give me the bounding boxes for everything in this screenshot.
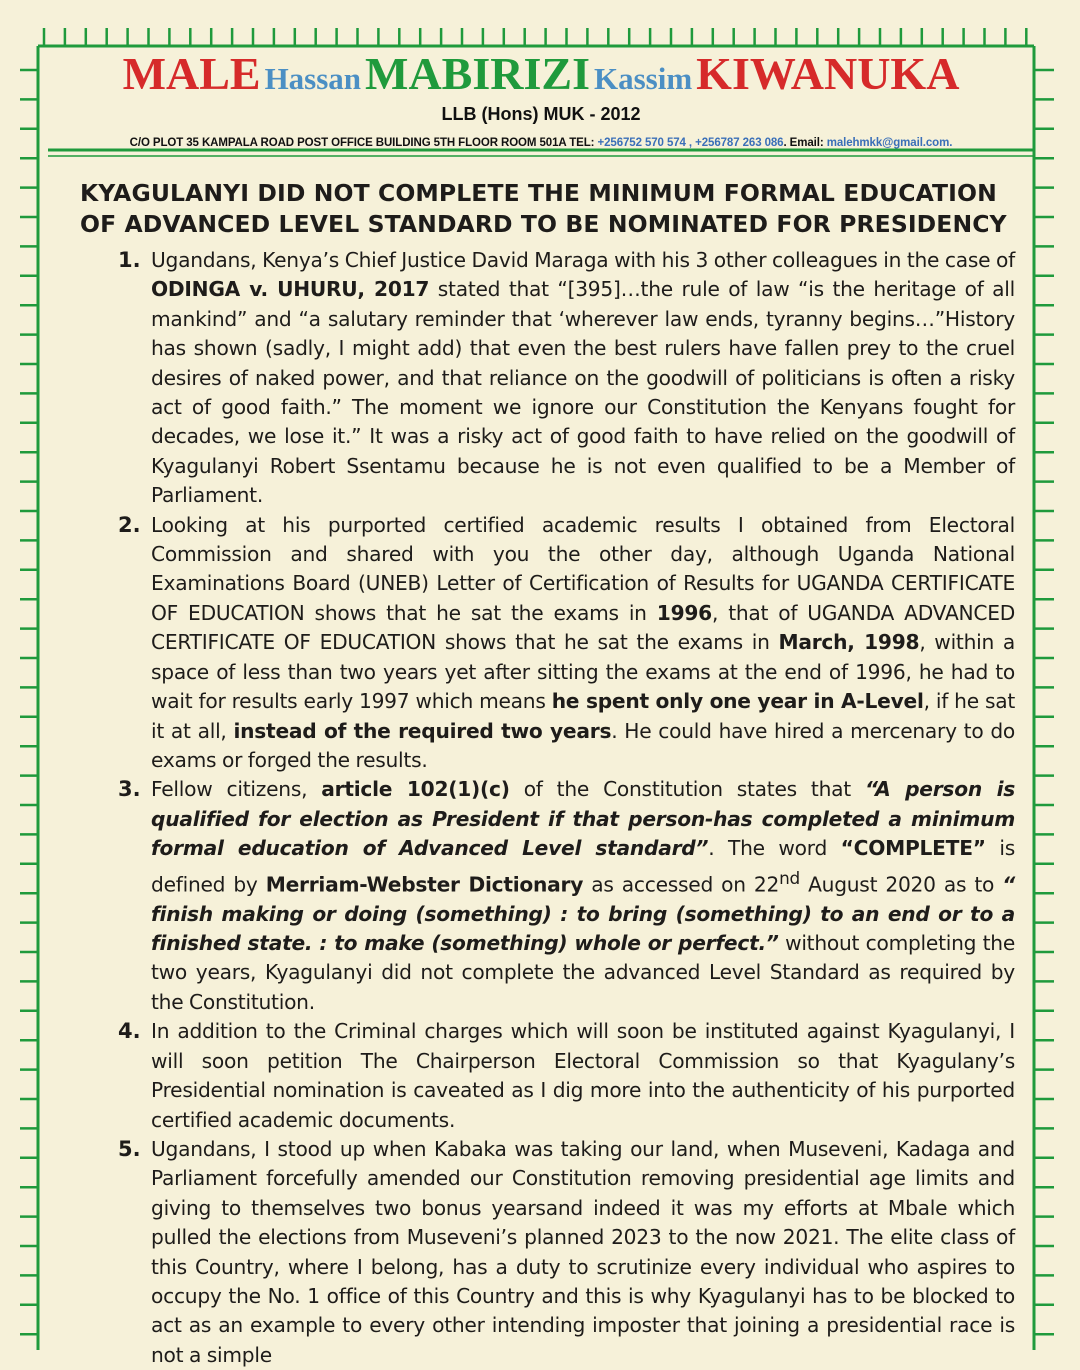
bold-text: he spent only one year in A-Level (551, 689, 924, 714)
address-line (48, 137, 1034, 149)
quoted-definition: “ finish making or doing (something) : to bring (something) to an end or to a finished state. : to make (something) whole or perfect.” (151, 872, 1015, 956)
text-run: , that of UGANDA ADVANCED CERTIFICATE OF EDUCATION shows that he sat the exams in (151, 600, 1015, 655)
text-run: August 2020 as to (799, 872, 1003, 897)
point-number: 5. (118, 1136, 141, 1161)
letterhead (48, 48, 1034, 149)
point-number: 4. (118, 1019, 141, 1044)
quoted-article: “A person is qualified for election as President if that person-has completed a minimum formal education of Advanced Level standard” (151, 777, 1016, 861)
case-name: ODINGA v. UHURU, 2017 (151, 277, 430, 302)
border-right-ticks (1034, 70, 1054, 1334)
bold-text: Merriam-Webster Dictionary (265, 872, 584, 897)
name-mabirizi: MABIRIZI (365, 48, 590, 99)
point-text (151, 246, 1015, 511)
point-2 (80, 511, 1015, 776)
text-run: is defined by (151, 836, 1015, 897)
bold-text: March, 1998 (778, 630, 920, 655)
point-text (151, 1135, 1015, 1370)
name-male: MALE (122, 48, 261, 99)
text-run: of the Constitution states that (509, 777, 865, 802)
point-text (151, 511, 1015, 776)
phone-numbers: +256752 570 574 , +256787 263 086 (597, 137, 784, 149)
bold-text: instead of the required two years (233, 718, 612, 743)
email-address: malehmkk@gmail.com. (826, 137, 953, 149)
point-4 (80, 1017, 1015, 1135)
headline: KYAGULANYI DID NOT COMPLETE THE MINIMUM FORMAL EDUCATION OF ADVANCED LEVEL STANDARD TO BE NOMINATED FOR PRESIDENCY (80, 179, 1007, 238)
text-run: , within a space of less than two years yet after sitting the exams at the end of 1996, he had to wait for results early 1997 which means (151, 630, 1015, 714)
text-run: Fellow citizens, (151, 777, 322, 802)
text-run: as accessed on 22 (583, 872, 780, 897)
letterhead-name (48, 48, 1034, 102)
text-run: without completing the two years, Kyagulanyi did not complete the advanced Level Standard as required by the Constitution. (151, 931, 1015, 1014)
point-3 (80, 775, 1015, 1017)
text-run: Looking at his purported certified academic results I obtained from Electoral Commission and shared with you the other day, although Uganda National Examinations Board (UNEB) Letter of Certification of Results for UGANDA CERTIFICATE OF EDUCATION shows that he sat the exams in (151, 512, 1015, 625)
numbered-points (80, 246, 1015, 1370)
point-1 (80, 246, 1015, 511)
ordinal-suffix: nd (779, 867, 800, 888)
point-5 (80, 1135, 1015, 1370)
name-kiwanuka: KIWANUKA (696, 48, 960, 99)
text-run: In addition to the Criminal charges which will soon be instituted against Kyagulanyi, I will soon petition The Chairperson Electoral Commission so that Kyagulany’s Presidential nomination is caveated as I dig more into the authenticity of his purported certified academic documents. (151, 1019, 1015, 1132)
qualification: LLB (Hons) MUK - 2012 (441, 104, 641, 124)
text-run: Ugandans, Kenya’s Chief Justice David Maraga with his 3 other colleagues in the case of (151, 248, 1015, 272)
border-top-ticks (44, 28, 1026, 46)
bold-text: article 102(1)(c) (321, 777, 510, 802)
document-body (80, 178, 1015, 1370)
text-run: , if he sat it at all, (151, 689, 1016, 743)
email-label: . Email: (783, 137, 827, 149)
bold-text: “COMPLETE” (840, 836, 986, 861)
point-number: 2. (118, 512, 141, 537)
text-run: stated that “[395]…the rule of law “is the heritage of all mankind” and “a salutary reminder that ‘wherever law ends, tyranny begins…”History has shown (sadly, I might add) that even the best rulers have fallen prey to the cruel desires of naked power, and that reliance on the goodwill of politicians is often a risky act of good faith.” The moment we ignore our Constitution the Kenyans fought for decades, we lose it.” It was a risky act of good faith to have relied on the goodwill of Kyagulanyi Robert Ssentamu because he is not even qualified to be a Member of Parliament. (151, 277, 1015, 508)
text-run: . The word (708, 836, 841, 861)
point-text (151, 1017, 1015, 1135)
point-text (151, 775, 1015, 1017)
text-run: Ugandans, I stood up when Kabaka was taking our land, when Museveni, Kadaga and Parliament forcefully amended our Constitution removing presidential age limits and giving to themselves two bonus yearsand indeed it was my efforts at Mbale which pulled the elections from Museveni’s planned 2023 to the now 2021. The elite class of this Country, where I belong, has a duty to scrutinize every individual who aspires to occupy the No. 1 office of this Country and this is why Kyagulanyi has to be blocked to act as an example to every other intending imposter that joining a presidential race is not a simple (151, 1136, 1015, 1367)
point-number: 1. (118, 248, 141, 272)
bold-text: 1996 (656, 600, 712, 625)
name-kassim: Kassim (593, 61, 693, 96)
name-hassan: Hassan (264, 61, 362, 96)
border-left-ticks (20, 70, 38, 1334)
text-run: . He could have hired a mercenary to do exams or forged the results. (151, 718, 1015, 772)
address-text: C/O PLOT 35 KAMPALA ROAD POST OFFICE BUILDING 5TH FLOOR ROOM 501A TEL: (129, 137, 598, 149)
point-number: 3. (118, 777, 141, 802)
